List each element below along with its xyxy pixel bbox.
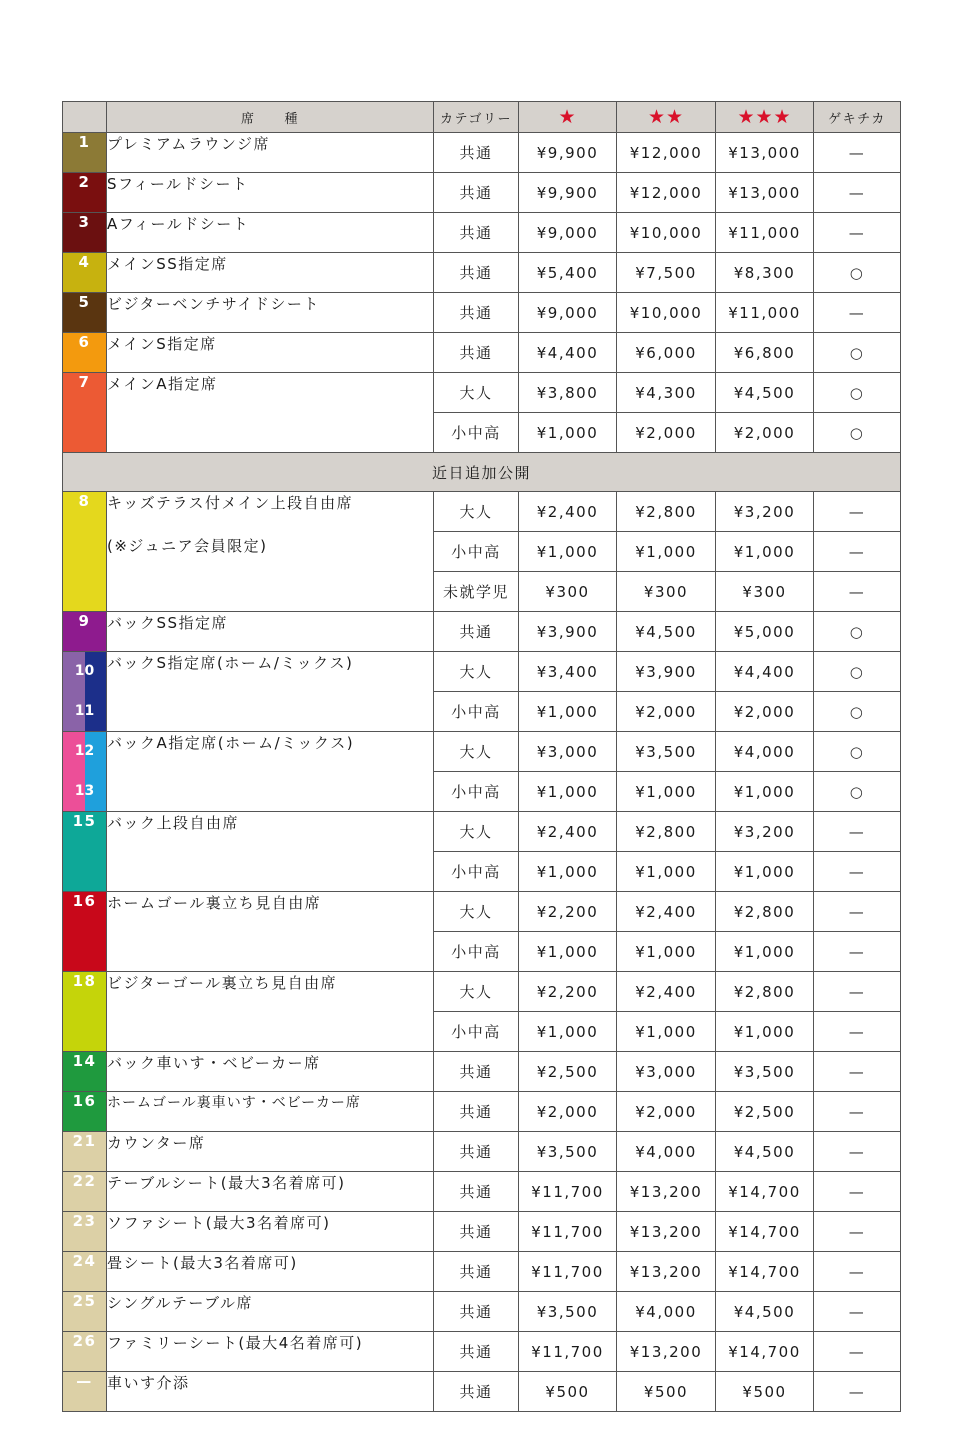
seat-number: — [76, 1372, 93, 1390]
price-tier1: ¥2,500 [519, 1052, 617, 1092]
notice-row [63, 453, 901, 492]
seat-name: バックS指定席(ホーム/ミックス) [107, 654, 354, 672]
category-cell: 未就学児 [434, 572, 519, 612]
seat-number: 6 [78, 333, 91, 351]
category-cell: 共通 [434, 1212, 519, 1252]
seat-number-badge [63, 1292, 107, 1332]
seat-name-cell [107, 1292, 434, 1332]
seat-number-badge [63, 293, 107, 333]
seat-name-cell [107, 293, 434, 333]
price-tier2: ¥3,500 [617, 732, 716, 772]
price-tier3: ¥8,300 [716, 253, 814, 293]
price-tier3: ¥6,800 [716, 333, 814, 373]
price-tier1: ¥1,000 [519, 532, 617, 572]
price-tier2: ¥12,000 [617, 173, 716, 213]
seat-number: 24 [72, 1252, 97, 1270]
seat-number-badge [63, 1052, 107, 1092]
category-cell: 大人 [434, 652, 519, 692]
seat-name-cell [107, 1052, 434, 1092]
price-tier1: ¥9,000 [519, 293, 617, 333]
seat-number: 23 [72, 1212, 97, 1230]
table-row [63, 1372, 901, 1412]
seat-number-badge [63, 253, 107, 293]
seat-number-badge [63, 1212, 107, 1252]
seat-name-cell [107, 213, 434, 253]
price-tier2: ¥6,000 [617, 333, 716, 373]
seat-name: カウンター席 [107, 1134, 206, 1152]
price-tier2: ¥1,000 [617, 852, 716, 892]
price-tier1: ¥2,000 [519, 1092, 617, 1132]
price-tier3: ¥2,000 [716, 692, 814, 732]
category-cell: 大人 [434, 892, 519, 932]
price-tier1: ¥1,000 [519, 932, 617, 972]
price-tier2: ¥7,500 [617, 253, 716, 293]
category-cell: 共通 [434, 173, 519, 213]
gekichika-cell: — [814, 1132, 901, 1172]
seat-name: キッズテラス付メイン上段自由席 [107, 494, 354, 512]
price-tier2: ¥1,000 [617, 932, 716, 972]
price-tier1: ¥3,800 [519, 373, 617, 413]
category-cell: 大人 [434, 732, 519, 772]
table-row [63, 1132, 901, 1172]
price-tier2: ¥2,400 [617, 892, 716, 932]
seat-number-badge [63, 652, 107, 732]
seat-number: 1 [78, 133, 91, 151]
seat-number: 3 [78, 213, 91, 231]
gekichika-cell: — [814, 1012, 901, 1052]
gekichika-cell: — [814, 1052, 901, 1092]
gekichika-cell: — [814, 812, 901, 852]
price-tier1: ¥2,200 [519, 972, 617, 1012]
seat-number-badge [63, 213, 107, 253]
seat-name: ソファシート(最大3名着席可) [107, 1214, 331, 1232]
seat-name: Sフィールドシート [107, 175, 249, 193]
seat-number-badge [63, 1132, 107, 1172]
price-tier2: ¥12,000 [617, 133, 716, 173]
table-row [63, 892, 901, 932]
price-tier2: ¥2,000 [617, 413, 716, 453]
seat-number-badge [63, 732, 107, 812]
table-body-top [63, 133, 901, 453]
table-row [63, 1212, 901, 1252]
price-tier2: ¥4,500 [617, 612, 716, 652]
category-cell: 共通 [434, 612, 519, 652]
price-tier2: ¥1,000 [617, 772, 716, 812]
price-tier3: ¥1,000 [716, 772, 814, 812]
price-tier1: ¥11,700 [519, 1252, 617, 1292]
category-cell: 小中高 [434, 1012, 519, 1052]
gekichika-cell: — [814, 1372, 901, 1412]
price-tier3: ¥2,500 [716, 1092, 814, 1132]
price-tier1: ¥300 [519, 572, 617, 612]
table-row [63, 1172, 901, 1212]
gekichika-cell: — [814, 133, 901, 173]
table-row [63, 133, 901, 173]
seat-name-note: (※ジュニア会員限定) [107, 537, 268, 555]
seat-number-badge [63, 1372, 107, 1412]
price-tier2: ¥13,200 [617, 1252, 716, 1292]
seat-name-cell [107, 492, 434, 612]
gekichika-cell: — [814, 1332, 901, 1372]
gekichika-cell: — [814, 1292, 901, 1332]
seat-name-cell [107, 1092, 434, 1132]
price-tier1: ¥2,200 [519, 892, 617, 932]
table-row [63, 1292, 901, 1332]
seat-number: 4 [78, 253, 91, 271]
seat-number: 16 [72, 1092, 97, 1110]
price-tier2: ¥500 [617, 1372, 716, 1412]
table-row [63, 492, 901, 532]
seat-name-cell [107, 612, 434, 652]
seat-number-badge [63, 1172, 107, 1212]
price-tier2: ¥2,800 [617, 492, 716, 532]
seat-name-cell [107, 652, 434, 732]
price-tier2: ¥2,400 [617, 972, 716, 1012]
seat-name: ホームゴール裏車いす・ベビーカー席 [107, 1095, 361, 1111]
seat-number-badge [63, 1332, 107, 1372]
table-row [63, 173, 901, 213]
seat-number-badge [63, 1252, 107, 1292]
price-tier1: ¥1,000 [519, 413, 617, 453]
table-row [63, 253, 901, 293]
notice-section [63, 453, 901, 492]
price-tier1: ¥1,000 [519, 1012, 617, 1052]
header-seat: 席 種 [107, 102, 434, 133]
notice-text: 近日追加公開 [63, 453, 901, 492]
price-tier1: ¥3,500 [519, 1292, 617, 1332]
gekichika-cell: — [814, 532, 901, 572]
seat-number-2: 13 [74, 783, 95, 799]
price-tier3: ¥1,000 [716, 532, 814, 572]
seat-name: 車いす介添 [107, 1374, 190, 1392]
price-tier2: ¥300 [617, 572, 716, 612]
table-row [63, 1092, 901, 1132]
price-tier3: ¥13,000 [716, 133, 814, 173]
category-cell: 共通 [434, 1052, 519, 1092]
seat-number-badge [63, 1092, 107, 1132]
header-category: カテゴリー [434, 102, 519, 133]
price-tier1: ¥1,000 [519, 852, 617, 892]
category-cell: 小中高 [434, 852, 519, 892]
category-cell: 小中高 [434, 772, 519, 812]
price-tier2: ¥13,200 [617, 1212, 716, 1252]
header-num [63, 102, 107, 133]
price-tier3: ¥11,000 [716, 293, 814, 333]
price-tier3: ¥4,500 [716, 373, 814, 413]
price-tier2: ¥13,200 [617, 1172, 716, 1212]
category-cell: 共通 [434, 1372, 519, 1412]
price-tier3: ¥3,200 [716, 492, 814, 532]
price-tier1: ¥9,900 [519, 133, 617, 173]
gekichika-cell: ○ [814, 333, 901, 373]
seat-name: ファミリーシート(最大4名着席可) [107, 1334, 364, 1352]
table-row [63, 1252, 901, 1292]
category-cell: 共通 [434, 253, 519, 293]
gekichika-cell: ○ [814, 772, 901, 812]
gekichika-cell: ○ [814, 373, 901, 413]
seat-number: 25 [72, 1292, 97, 1310]
gekichika-cell: — [814, 572, 901, 612]
seat-name-cell [107, 972, 434, 1052]
seat-name: プレミアムラウンジ席 [107, 135, 270, 153]
category-cell: 共通 [434, 1132, 519, 1172]
gekichika-cell: ○ [814, 652, 901, 692]
seat-name-cell [107, 133, 434, 173]
price-tier3: ¥500 [716, 1372, 814, 1412]
category-cell: 大人 [434, 812, 519, 852]
price-tier2: ¥4,300 [617, 373, 716, 413]
table-row [63, 333, 901, 373]
seat-name: バックA指定席(ホーム/ミックス) [107, 734, 355, 752]
seat-number: 2 [78, 173, 91, 191]
seat-number-badge [63, 972, 107, 1052]
header-tier1-star-icon: ★ [519, 102, 617, 133]
header-tier3-star-icon: ★★★ [716, 102, 814, 133]
seat-name: メインA指定席 [107, 375, 218, 393]
seat-number: 5 [78, 293, 91, 311]
category-cell: 小中高 [434, 692, 519, 732]
price-tier2: ¥1,000 [617, 1012, 716, 1052]
price-tier1: ¥500 [519, 1372, 617, 1412]
price-tier3: ¥3,200 [716, 812, 814, 852]
header-gekichika: ゲキチカ [814, 102, 901, 133]
category-cell: 大人 [434, 373, 519, 413]
price-tier2: ¥4,000 [617, 1292, 716, 1332]
category-cell: 小中高 [434, 532, 519, 572]
price-tier3: ¥300 [716, 572, 814, 612]
price-tier2: ¥2,800 [617, 812, 716, 852]
seat-number: 10 [74, 663, 95, 679]
price-tier1: ¥3,000 [519, 732, 617, 772]
price-tier2: ¥4,000 [617, 1132, 716, 1172]
seat-number: 26 [72, 1332, 97, 1350]
header-tier2-star-icon: ★★ [617, 102, 716, 133]
table-row [63, 213, 901, 253]
price-tier3: ¥1,000 [716, 1012, 814, 1052]
price-tier3: ¥14,700 [716, 1212, 814, 1252]
table-header-row [63, 102, 901, 133]
seat-name: Aフィールドシート [107, 215, 250, 233]
price-tier3: ¥4,500 [716, 1132, 814, 1172]
price-tier2: ¥2,000 [617, 1092, 716, 1132]
price-tier3: ¥14,700 [716, 1332, 814, 1372]
seat-name-cell [107, 1132, 434, 1172]
seat-number-badge [63, 133, 107, 173]
category-cell: 小中高 [434, 413, 519, 453]
seat-number-badge [63, 173, 107, 213]
price-tier3: ¥14,700 [716, 1172, 814, 1212]
table-row [63, 972, 901, 1012]
price-tier3: ¥5,000 [716, 612, 814, 652]
price-tier1: ¥3,400 [519, 652, 617, 692]
seat-name-cell [107, 1252, 434, 1292]
category-cell: 大人 [434, 492, 519, 532]
seat-name: シングルテーブル席 [107, 1294, 254, 1312]
table-body-bottom [63, 492, 901, 1412]
gekichika-cell: — [814, 932, 901, 972]
gekichika-cell: — [814, 852, 901, 892]
table-row [63, 1332, 901, 1372]
gekichika-cell: ○ [814, 732, 901, 772]
seat-number-badge [63, 373, 107, 453]
gekichika-cell: ○ [814, 413, 901, 453]
price-tier2: ¥2,000 [617, 692, 716, 732]
gekichika-cell: — [814, 892, 901, 932]
table-row [63, 652, 901, 692]
seat-name: メインSS指定席 [107, 255, 228, 273]
seat-number: 16 [72, 892, 97, 910]
price-tier1: ¥4,400 [519, 333, 617, 373]
category-cell: 共通 [434, 293, 519, 333]
seat-number: 18 [72, 972, 97, 990]
price-tier2: ¥3,000 [617, 1052, 716, 1092]
gekichika-cell: — [814, 1172, 901, 1212]
gekichika-cell: — [814, 293, 901, 333]
seat-name-cell [107, 732, 434, 812]
price-tier3: ¥1,000 [716, 932, 814, 972]
gekichika-cell: — [814, 213, 901, 253]
category-cell: 共通 [434, 333, 519, 373]
seat-number: 22 [72, 1172, 97, 1190]
price-tier2: ¥1,000 [617, 532, 716, 572]
gekichika-cell: — [814, 492, 901, 532]
price-tier1: ¥1,000 [519, 692, 617, 732]
seat-number-badge [63, 492, 107, 612]
table-row [63, 612, 901, 652]
gekichika-cell: — [814, 1252, 901, 1292]
price-tier1: ¥2,400 [519, 492, 617, 532]
table-row [63, 1052, 901, 1092]
seat-number: 7 [78, 373, 91, 391]
seat-number: 15 [72, 812, 97, 830]
price-tier3: ¥1,000 [716, 852, 814, 892]
seat-number: 14 [72, 1052, 97, 1070]
category-cell: 共通 [434, 1332, 519, 1372]
price-tier3: ¥4,000 [716, 732, 814, 772]
price-tier1: ¥1,000 [519, 772, 617, 812]
price-tier3: ¥14,700 [716, 1252, 814, 1292]
seat-name: バック車いす・ベビーカー席 [107, 1054, 321, 1072]
category-cell: 小中高 [434, 932, 519, 972]
seat-number: 9 [78, 612, 91, 630]
seat-name: テーブルシート(最大3名着席可) [107, 1174, 346, 1192]
seat-number-2: 11 [74, 703, 95, 719]
seat-number: 8 [78, 492, 91, 510]
category-cell: 共通 [434, 133, 519, 173]
seat-name: ホームゴール裏立ち見自由席 [107, 894, 322, 912]
seat-name-cell [107, 173, 434, 213]
gekichika-cell: ○ [814, 253, 901, 293]
price-tier3: ¥4,500 [716, 1292, 814, 1332]
seat-name: ビジターベンチサイドシート [107, 295, 320, 313]
seat-number: 21 [72, 1132, 97, 1150]
price-tier3: ¥13,000 [716, 173, 814, 213]
price-tier2: ¥13,200 [617, 1332, 716, 1372]
price-tier3: ¥4,400 [716, 652, 814, 692]
price-tier3: ¥2,000 [716, 413, 814, 453]
gekichika-cell: — [814, 1212, 901, 1252]
category-cell: 共通 [434, 213, 519, 253]
category-cell: 大人 [434, 972, 519, 1012]
seat-name-cell [107, 333, 434, 373]
price-tier1: ¥11,700 [519, 1172, 617, 1212]
seat-name: ビジターゴール裏立ち見自由席 [107, 974, 338, 992]
price-tier3: ¥11,000 [716, 213, 814, 253]
price-tier1: ¥11,700 [519, 1332, 617, 1372]
price-tier1: ¥11,700 [519, 1212, 617, 1252]
table-row [63, 373, 901, 413]
gekichika-cell: ○ [814, 612, 901, 652]
seat-number-badge [63, 812, 107, 892]
seat-name-cell [107, 1212, 434, 1252]
price-tier1: ¥9,900 [519, 173, 617, 213]
price-tier3: ¥2,800 [716, 972, 814, 1012]
seat-name-cell [107, 812, 434, 892]
table-row [63, 812, 901, 852]
price-tier3: ¥2,800 [716, 892, 814, 932]
seat-name-cell [107, 373, 434, 453]
ticket-price-table [62, 101, 901, 1412]
seat-name-cell [107, 1172, 434, 1212]
category-cell: 共通 [434, 1252, 519, 1292]
seat-number: 12 [74, 743, 95, 759]
price-tier1: ¥9,000 [519, 213, 617, 253]
price-tier1: ¥3,900 [519, 612, 617, 652]
seat-number-badge [63, 333, 107, 373]
seat-name-cell [107, 892, 434, 972]
price-tier2: ¥10,000 [617, 213, 716, 253]
price-tier2: ¥10,000 [617, 293, 716, 333]
gekichika-cell: — [814, 972, 901, 1012]
gekichika-cell: ○ [814, 692, 901, 732]
price-tier2: ¥3,900 [617, 652, 716, 692]
price-tier1: ¥2,400 [519, 812, 617, 852]
seat-name: メインS指定席 [107, 335, 217, 353]
category-cell: 共通 [434, 1172, 519, 1212]
price-tier1: ¥5,400 [519, 253, 617, 293]
seat-number-badge [63, 892, 107, 972]
seat-name-cell [107, 1372, 434, 1412]
seat-name: バックSS指定席 [107, 614, 229, 632]
table-row [63, 293, 901, 333]
gekichika-cell: — [814, 1092, 901, 1132]
category-cell: 共通 [434, 1092, 519, 1132]
seat-name-cell [107, 1332, 434, 1372]
seat-name: 畳シート(最大3名着席可) [107, 1254, 298, 1272]
gekichika-cell: — [814, 173, 901, 213]
price-tier1: ¥3,500 [519, 1132, 617, 1172]
price-tier3: ¥3,500 [716, 1052, 814, 1092]
table-row [63, 732, 901, 772]
seat-name: バック上段自由席 [107, 814, 240, 832]
seat-name-cell [107, 253, 434, 293]
category-cell: 共通 [434, 1292, 519, 1332]
seat-number-badge [63, 612, 107, 652]
